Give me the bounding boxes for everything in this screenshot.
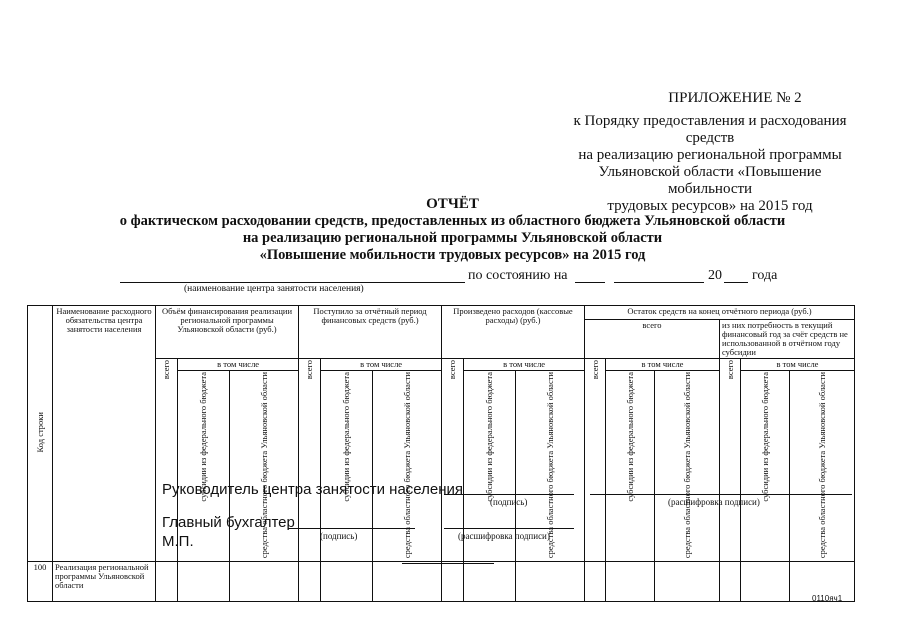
table-cell[interactable]: [585, 562, 606, 602]
group-remainder: Остаток средств на конец отчётного периода (руб.): [585, 306, 855, 320]
report-title: ОТЧЁТ: [426, 196, 479, 212]
center-caption: (наименование центра занятости населения): [184, 284, 364, 294]
name-header: Наименование расходного обязательства центра занятости населения: [53, 306, 156, 562]
appendix-line: к Порядку предоставления и расходования средств: [573, 113, 847, 146]
total-header: всего: [589, 360, 600, 380]
including-header: в том числе: [606, 359, 720, 371]
sub-regional-header: средства областного бюджета Ульяновской области: [544, 372, 555, 559]
head-label: Руководитель центра занятости населения: [162, 481, 464, 498]
sub-regional-header: средства областного бюджета Ульяновской области: [816, 372, 827, 559]
sign-caption: (подпись): [320, 531, 358, 541]
remainder-need-header: из них потребность в текущий финансовый год за счёт средств не использованной в отчётном году субсидии: [720, 320, 855, 359]
sub-regional-header: средства областного бюджета Ульяновской области: [681, 372, 692, 559]
table-cell[interactable]: [516, 562, 585, 602]
report-subtitle-line: на реализацию региональной программы Ульяновской области: [242, 230, 663, 246]
sign-caption: (подпись): [490, 497, 528, 507]
sub-federal-header: субсидии из федерального бюджета: [759, 372, 770, 502]
remainder-all-header: всего: [585, 320, 720, 359]
sub-federal-header: субсидии из федерального бюджета: [624, 372, 635, 502]
code-header-cell: [28, 306, 53, 562]
table-cell[interactable]: [230, 562, 299, 602]
stamp-label: М.П.: [162, 533, 194, 550]
year-suffix: года: [752, 268, 778, 283]
row-code: 100: [28, 562, 53, 602]
table-cell[interactable]: [178, 562, 230, 602]
day-blank[interactable]: [575, 282, 605, 283]
including-header: в том числе: [464, 359, 585, 371]
including-header: в том числе: [321, 359, 442, 371]
accountant-label: Главный бухгалтер: [162, 514, 295, 531]
row-name: Реализация региональной программы Ульяновской области: [53, 562, 156, 602]
head-decode-line[interactable]: [590, 494, 852, 495]
table-cell[interactable]: [442, 562, 464, 602]
table-cell[interactable]: [156, 562, 178, 602]
footer-code: 0110яч1: [812, 594, 843, 603]
appendix-line: на реализацию региональной программы: [578, 147, 842, 163]
table-cell[interactable]: [321, 562, 373, 602]
table-cell[interactable]: [464, 562, 516, 602]
appendix-line: Ульяновской области «Повышение мобильности: [598, 164, 822, 197]
including-header: в том числе: [741, 359, 855, 371]
report-subtitle-line: «Повышение мобильности трудовых ресурсов» на 2015 год: [259, 247, 646, 263]
sub-regional-header: средства областного бюджета Ульяновской области: [401, 372, 412, 559]
total-header: всего: [724, 360, 735, 380]
year-blank[interactable]: [724, 282, 748, 283]
table-cell[interactable]: [299, 562, 321, 602]
table-cell[interactable]: [741, 562, 790, 602]
code-header: Код строки: [34, 412, 45, 453]
decode-caption: (расшифровка подписи): [458, 531, 550, 541]
sub-federal-header: субсидии из федерального бюджета: [341, 372, 352, 502]
report-table: [27, 305, 855, 602]
total-header: всего: [161, 360, 172, 380]
center-name-blank[interactable]: [120, 282, 465, 283]
table-cell[interactable]: [720, 562, 741, 602]
group-expenses: Произведено расходов (кассовые расходы) (руб.): [442, 306, 585, 359]
table-cell[interactable]: [655, 562, 720, 602]
table-cell[interactable]: [373, 562, 442, 602]
as-of-label: по состоянию на: [468, 268, 568, 283]
accountant-decode-line[interactable]: [444, 528, 574, 529]
appendix-title: ПРИЛОЖЕНИЕ № 2: [668, 90, 802, 106]
table-cell[interactable]: [606, 562, 655, 602]
report-title-block: [60, 196, 845, 264]
month-blank[interactable]: [614, 282, 704, 283]
sub-federal-header: субсидии из федерального бюджета: [484, 372, 495, 502]
sub-regional-header: средства областного бюджета Ульяновской области: [258, 372, 269, 559]
group-financing: Объём финансирования реализации региональной программы Ульяновской области (руб.): [156, 306, 299, 359]
separator-line: [402, 563, 494, 564]
decode-caption: (расшифровка подписи): [668, 497, 760, 507]
head-signature-line[interactable]: [444, 494, 574, 495]
report-subtitle-line: о фактическом расходовании средств, предоставленных из областного бюджета Ульяновской области: [119, 213, 786, 229]
total-header: всего: [304, 360, 315, 380]
group-received: Поступило за отчётный период финансовых средств (руб.): [299, 306, 442, 359]
accountant-signature-line[interactable]: [288, 528, 415, 529]
appendix-line: трудовых ресурсов» на 2015 год: [607, 198, 813, 214]
sub-federal-header: субсидии из федерального бюджета: [198, 372, 209, 502]
total-header: всего: [447, 360, 458, 380]
year-prefix: 20: [708, 268, 722, 283]
including-header: в том числе: [178, 359, 299, 371]
